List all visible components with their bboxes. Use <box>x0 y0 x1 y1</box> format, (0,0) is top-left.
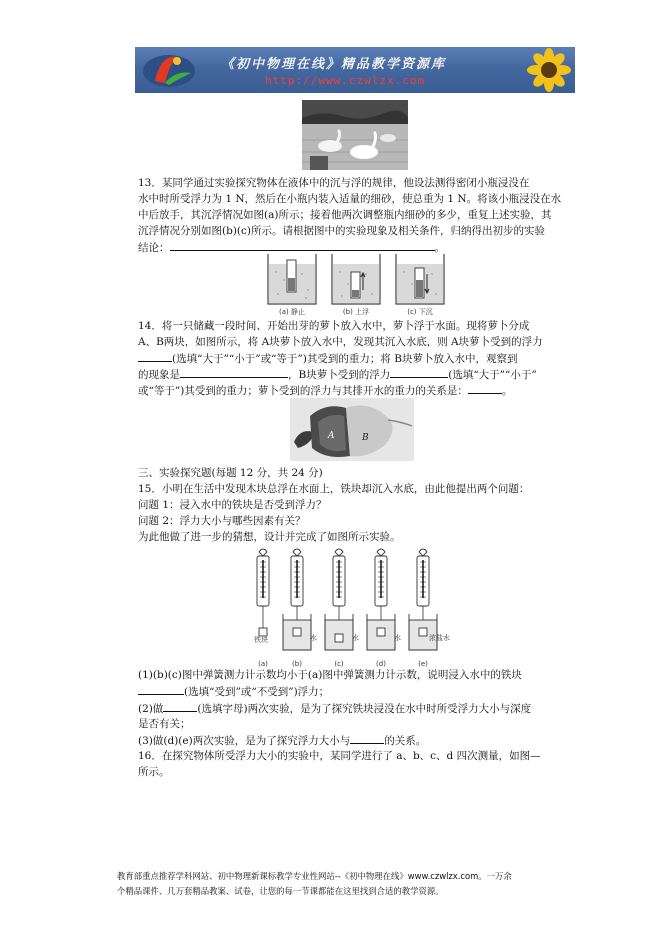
label-water-c: 水 <box>352 634 359 642</box>
label-salt-water: 浓盐水 <box>429 634 450 642</box>
q13-conclusion-end: 。 <box>434 242 445 254</box>
sub-label-a: (a) <box>258 660 268 668</box>
scale-hook-icon-c <box>335 549 343 556</box>
q15-sub1-line-1: (1)(b)(c)图中弹簧测力计示数均小于(a)图中弹簧测力计示数，说明浸入水中的铁块 <box>138 669 522 681</box>
q13-beakers-figure <box>262 250 448 318</box>
iron-block-a <box>259 628 267 636</box>
q14-blank-2[interactable] <box>180 366 288 378</box>
q14-line-3-text: (选填“大于”“小于”或“等于”)其受到的重力；将 B块萝卜放入水中，观察到 <box>172 353 518 365</box>
q13-line-4: 沉浮情况分别如图(b)(c)所示。请根据图中的实验现象及相关条件，归纳得出初步的实验 <box>138 225 545 237</box>
section-3-title: 三、实验探究题(每题 12 分，共 24 分) <box>138 467 323 479</box>
q15-sub2-text: (选填字母)两次实验，是为了探究铁块浸没在水中时所受浮力大小与深度 <box>197 703 532 715</box>
site-logo-icon <box>141 51 197 89</box>
footer-line-1: 教育部重点推荐学科网站、初中物理新课标教学专业性网站--《初中物理在线》www.czwlzx.com。一万余 <box>117 871 512 881</box>
sunflower-icon <box>513 47 571 93</box>
q14-line-4-start: 的现象是 <box>138 369 180 381</box>
q14-line-1: 14．将一只储藏一段时间、开始出芽的萝卜放入水中，萝卜浮于水面。现将萝卜分成 <box>138 320 530 332</box>
q14-blank-1[interactable] <box>138 350 172 362</box>
iron-block-d <box>377 628 385 636</box>
q15-sub2-start: (2)做 <box>138 703 164 715</box>
sub-label-b: (b) <box>292 660 302 668</box>
q15-sub3-start: (3)做(d)(e)两次实验，是为了探究浮力大小与 <box>138 735 351 747</box>
sub-label-d: (d) <box>376 660 386 668</box>
caption-a: (a) 静止 <box>279 308 305 316</box>
q14-line-5-text: 或“等于”)其受到的重力；萝卜受到的浮力与其排开水的重力的关系是： <box>138 385 468 397</box>
caption-c: (c) 下沉 <box>407 308 433 316</box>
spring-scale-figure <box>247 548 467 670</box>
q14-line-5 <box>138 382 578 400</box>
q16-line-1: 16．在探究物体所受浮力大小的实验中，某同学进行了 a、b、c、d 四次测量，如图— <box>138 750 541 762</box>
scale-hook-icon-d <box>377 549 385 556</box>
footer-line-2: 个精品课件、几万套精品教案、试卷，让您的每一节课都能在这里找到合适的教学资源。 <box>117 886 444 896</box>
scale-hook-icon-b <box>293 549 301 556</box>
label-iron: 铁块 <box>254 636 268 644</box>
q14-line-4-mid: ，B块萝卜受到的浮力 <box>288 369 391 381</box>
radish-label-a: A <box>328 431 335 441</box>
site-url[interactable]: http://www.czwlzx.com <box>265 74 426 87</box>
label-water-d: 水 <box>394 634 401 642</box>
q15-line-1: 15．小明在生活中发现木块总浮在水面上，铁块却沉入水底，由此他提出两个问题： <box>138 483 530 495</box>
q14-blank-3[interactable] <box>390 366 448 378</box>
q14-line-2: A、B两块，如图所示，将 A块萝卜放入水中，发现其沉入水底，则 A块萝卜受到的浮力 <box>138 336 543 348</box>
swan-lake-photo <box>302 100 408 170</box>
scale-hook-icon-a <box>259 549 267 556</box>
caption-b: (b) 上浮 <box>342 308 370 316</box>
q14-line-3 <box>138 350 578 368</box>
q16-line-2: 所示。 <box>138 766 170 778</box>
q13-line-1: 13．某同学通过实验探究物体在液体中的沉与浮的规律，他设法测得密闭小瓶浸没在 <box>138 177 530 189</box>
iron-block-b <box>293 628 301 636</box>
radish-photo <box>290 398 414 461</box>
beaker-b <box>332 254 380 304</box>
page-footer <box>117 869 557 899</box>
iron-block-e <box>419 628 427 636</box>
beaker-c <box>396 254 444 304</box>
scale-hook-icon-e <box>419 549 427 556</box>
site-title: 《初中物理在线》精品教学资源库 <box>221 57 447 72</box>
q15-blank-3[interactable] <box>350 732 384 744</box>
q15-sub3-end: 的关系。 <box>384 735 427 747</box>
q13-conclusion-label: 结论： <box>138 242 170 254</box>
header-banner <box>135 47 575 93</box>
q15-sub3 <box>138 732 578 750</box>
q15-blank-2[interactable] <box>163 700 197 712</box>
q15-sub1-line-2 <box>138 683 578 701</box>
q14-line-4-end: (选填“大于”“小于” <box>448 369 537 381</box>
q13-line-3: 中后放手，其沉浮情况如图(a)所示；接着他两次调整瓶内细砂的多少，重复上述实验，其 <box>138 209 552 221</box>
q15-sub1-line-2-text: (选填“受到”或“不受到”)浮力； <box>184 686 330 698</box>
radish-label-b: B <box>362 433 369 443</box>
q15-sub2-line-2: 是否有关； <box>138 718 191 730</box>
sub-label-e: (e) <box>418 660 428 668</box>
iron-block-c <box>335 634 343 642</box>
q15-sub2-line-1 <box>138 700 578 718</box>
q14-blank-4[interactable] <box>468 382 502 394</box>
q15-blank-1[interactable] <box>138 683 184 695</box>
sub-label-c: (c) <box>334 660 344 668</box>
q14-line-5-end: 。 <box>501 385 513 397</box>
q13-line-2: 水中时所受浮力为 1 N，然后在小瓶内装入适量的细砂，使总重为 1 N。将该小瓶浸没在水 <box>138 193 562 205</box>
q15-line-2: 问题 1：浸入水中的铁块是否受到浮力？ <box>138 499 327 511</box>
q15-line-4: 为此他做了进一步的猜想，设计并完成了如图所示实验。 <box>138 531 401 543</box>
beaker-a <box>268 254 316 304</box>
q15-line-3: 问题 2：浮力大小与哪些因素有关？ <box>138 515 306 527</box>
q14-line-4 <box>138 366 578 384</box>
label-water-b: 水 <box>310 634 317 642</box>
